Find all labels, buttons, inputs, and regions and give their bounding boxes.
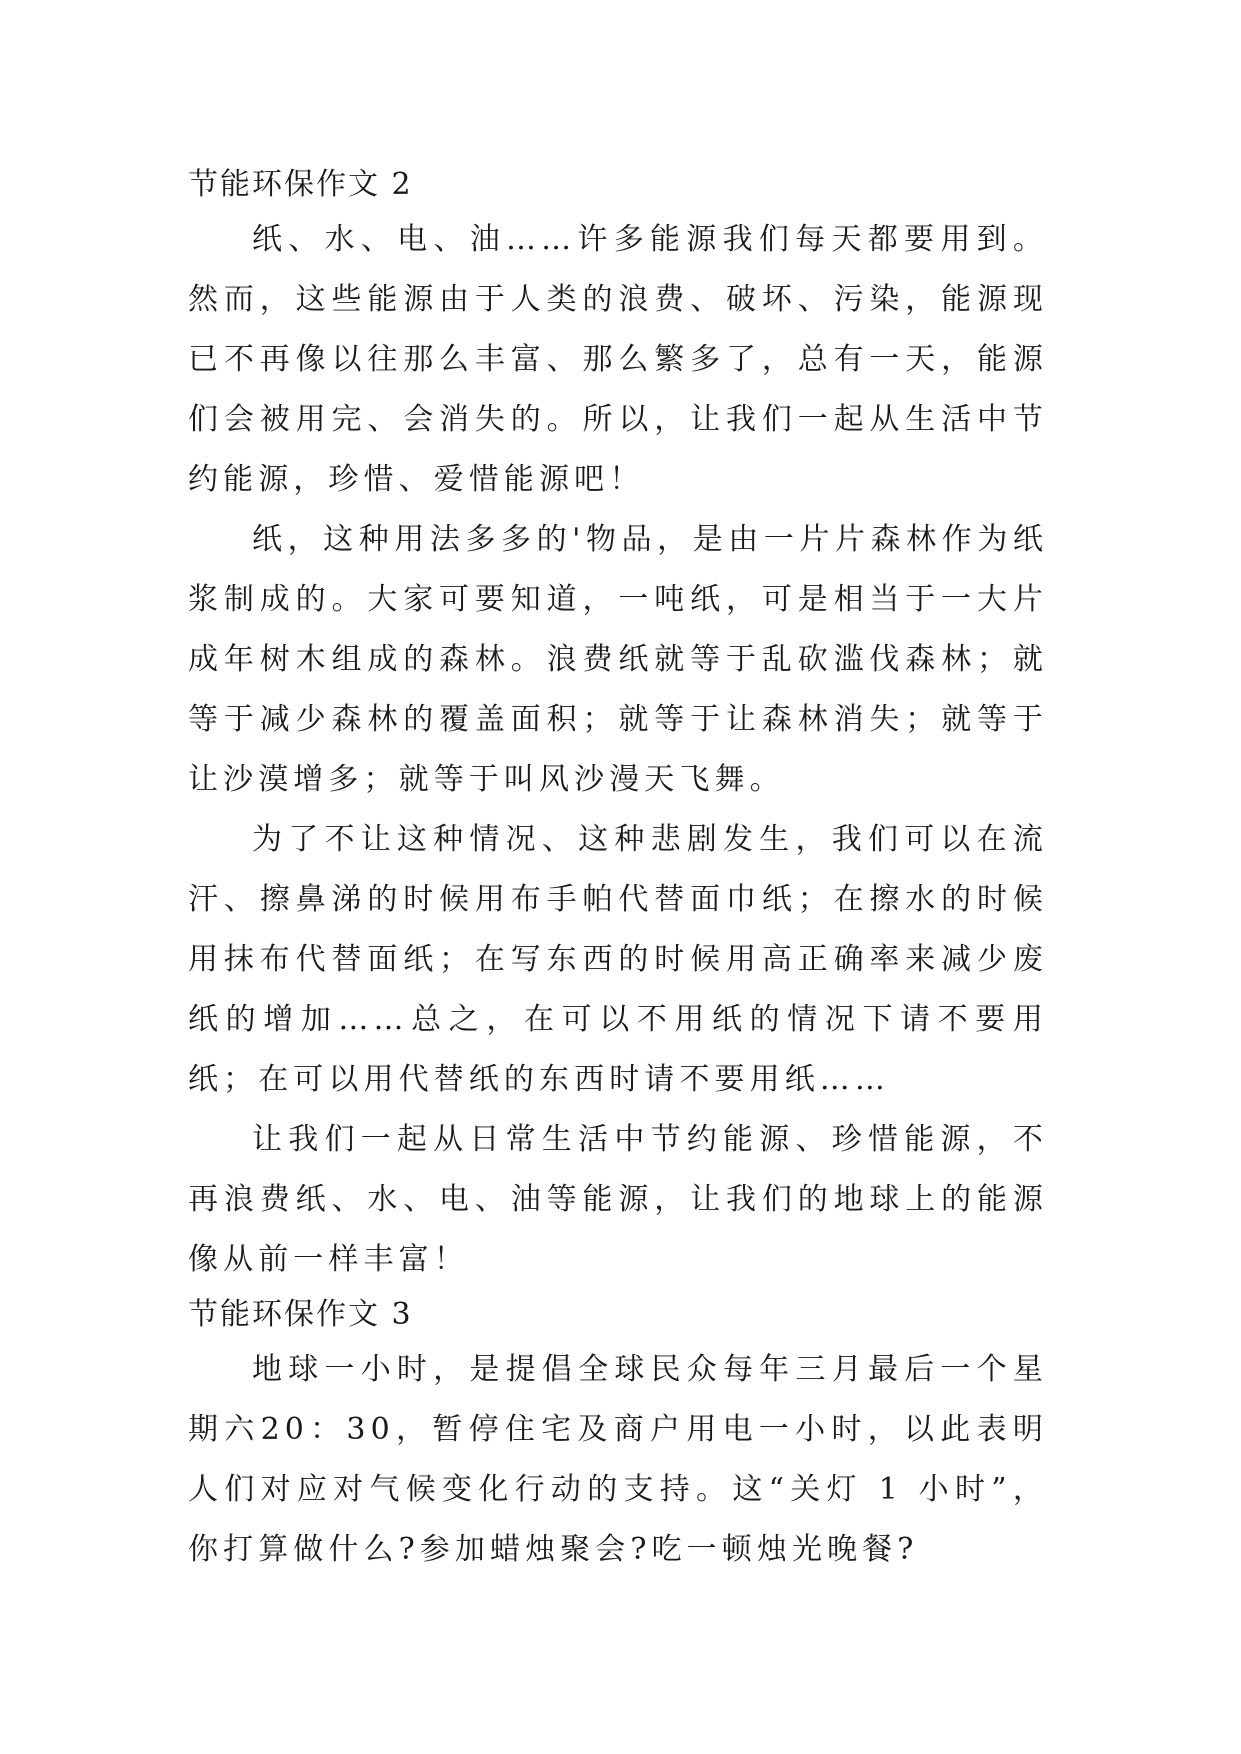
paragraph: 纸，这种用法多多的'物品，是由一片片森林作为纸浆制成的。大家可要知道，一吨纸，可是相当于一大片成年树木组成的森林。浪费纸就等于乱砍滥伐森林；就等于减少森林的覆盖面积；就等于让森林消失；就等于让沙漠增多；就等于叫风沙漫天飞舞。 <box>188 522 1048 797</box>
paragraph: 纸、水、电、油……许多能源我们每天都要用到。然而，这些能源由于人类的浪费、破坏、污染，能源现已不再像以往那么丰富、那么繁多了，总有一天，能源们会被用完、会消失的。所以，让我们一起从生活中节约能源，珍惜、爱惜能源吧！ <box>188 222 1048 497</box>
paragraph: 地球一小时，是提倡全球民众每年三月最后一个星期六20：30，暂停住宅及商户用电一小时，以此表明人们对应对气候变化行动的支持。这“关灯 1 小时”，你打算做什么?参加蜡烛聚会?吃一顿烛光晚餐? <box>188 1352 1048 1567</box>
section-title: 节能环保作文 2 <box>188 167 413 202</box>
section-title: 节能环保作文 3 <box>188 1297 413 1332</box>
essay-section-3 <box>188 1290 1048 1580</box>
paragraph: 为了不让这种情况、这种悲剧发生，我们可以在流汗、擦鼻涕的时候用布手帕代替面巾纸；在擦水的时候用抹布代替面纸；在写东西的时候用高正确率来减少废纸的增加……总之，在可以不用纸的情况下请不要用纸；在可以用代替纸的东西时请不要用纸…… <box>188 822 1048 1097</box>
document-body <box>188 160 1048 1580</box>
paragraph: 让我们一起从日常生活中节约能源、珍惜能源，不再浪费纸、水、电、油等能源，让我们的地球上的能源像从前一样丰富！ <box>188 1122 1048 1277</box>
essay-section-2 <box>188 160 1048 1290</box>
